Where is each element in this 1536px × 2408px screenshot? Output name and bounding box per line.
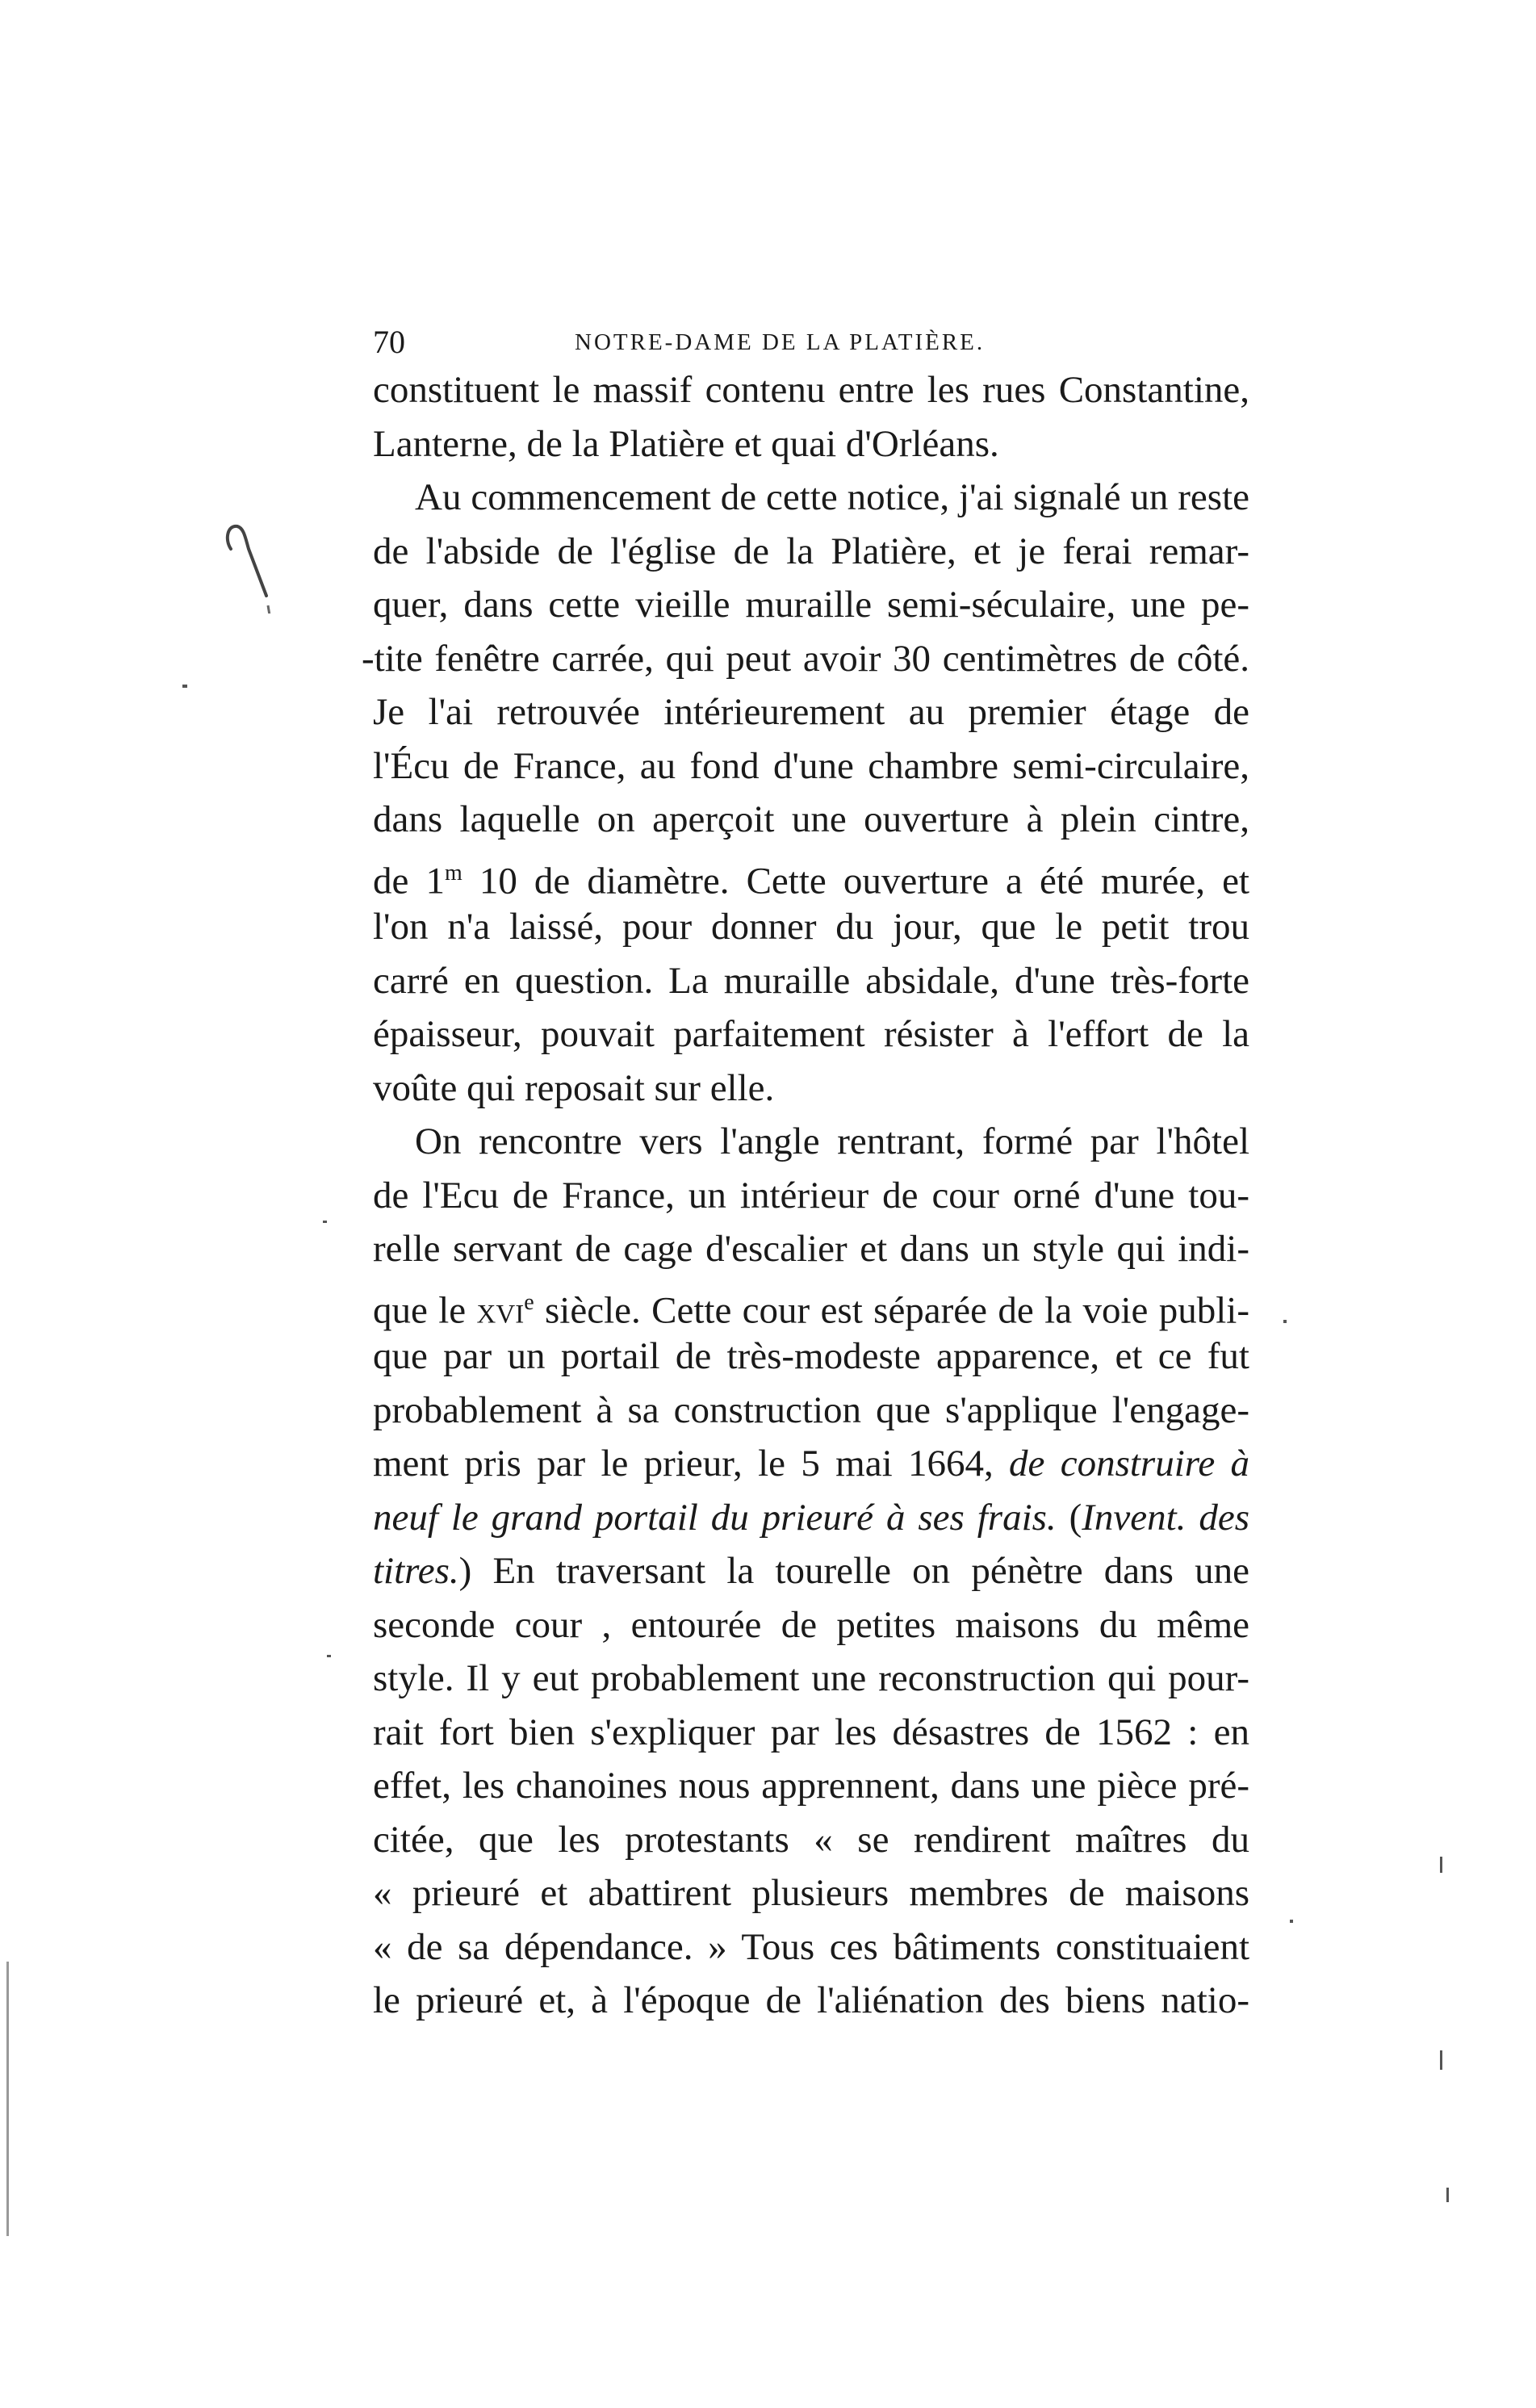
text-run: siècle. Cette cour est séparée de la voie publi-: [534, 1289, 1249, 1332]
text-line: Au commencement de cette notice, j'ai signalé un reste: [415, 476, 1249, 518]
text-line: « de sa dépendance. » Tous ces bâtiments constituaient: [373, 1925, 1249, 1968]
text-run: que le: [373, 1289, 477, 1332]
italic-text: de construire à: [1009, 1443, 1249, 1485]
italic-text: titres.: [373, 1550, 459, 1592]
text-line: constituent le massif contenu entre les rues Constantine,: [373, 369, 1249, 411]
text-line: l'on n'a laissé, pour donner du jour, que le petit trou: [373, 906, 1249, 948]
text-line: l'Écu de France, au fond d'une chambre semi-circulaire,: [373, 744, 1249, 787]
text-line: -tite fenêtre carrée, qui peut avoir 30 centimètres de côté.: [362, 637, 1249, 680]
text-line: rait fort bien s'expliquer par les désastres de 1562 : en: [373, 1711, 1249, 1753]
text-line: [373, 1437, 1249, 1491]
text-line: que par un portail de très-modeste apparence, et ce fut: [373, 1335, 1249, 1377]
text-run: ) En traversant la tourelle on pénètre dans une: [458, 1550, 1249, 1592]
text-line: de l'Ecu de France, un intérieur de cour orné d'une tou-: [373, 1174, 1249, 1217]
text-line: relle servant de cage d'escalier et dans un style qui indi-: [373, 1228, 1249, 1270]
running-head: [373, 323, 1261, 365]
text-line: quer, dans cette vieille muraille semi-séculaire, une pe-: [373, 584, 1249, 626]
text-run: ment pris par le prieur, le 5 mai 1664,: [373, 1443, 1010, 1485]
text-line: Lanterne, de la Platière et quai d'Orléans.: [373, 422, 999, 465]
running-title: NOTRE-DAME DE LA PLATIÈRE.: [575, 329, 986, 355]
text-line: voûte qui reposait sur elle.: [373, 1066, 775, 1109]
italic-text: Invent. des: [1082, 1496, 1249, 1539]
text-run: 10 de diamètre. Cette ouverture a été murée, et: [462, 860, 1249, 902]
text-line: de l'abside de l'église de la Platière, et je ferai remar-: [373, 530, 1249, 572]
body-text: [362, 363, 1249, 2028]
superscript: m: [444, 860, 462, 886]
text-run: (: [1056, 1496, 1082, 1539]
text-line: seconde cour , entourée de petites maisons du même: [373, 1603, 1249, 1646]
text-line: carré en question. La muraille absidale, d'une très-forte: [373, 959, 1249, 1002]
text-run: de 1: [373, 860, 445, 902]
superscript: e: [524, 1289, 534, 1315]
text-line: Je l'ai retrouvée intérieurement au premier étage de: [373, 691, 1249, 733]
text-line: effet, les chanoines nous apprennent, dans une pièce pré-: [373, 1765, 1249, 1807]
text-line: épaisseur, pouvait parfaitement résister à l'effort de la: [373, 1013, 1249, 1055]
text-line: [373, 847, 1249, 901]
page-number: 70: [373, 324, 405, 360]
text-line: [373, 1491, 1249, 1545]
text-line: « prieuré et abattirent plusieurs membres de maisons: [373, 1872, 1249, 1914]
margin-pencil-mark: [216, 517, 281, 614]
text-line: [373, 1544, 1249, 1598]
text-line: probablement à sa construction que s'applique l'engage-: [373, 1388, 1249, 1431]
italic-text: neuf le grand portail du prieuré à ses frais.: [373, 1496, 1057, 1539]
text-line: dans laquelle on aperçoit une ouverture à plein cintre,: [373, 798, 1249, 840]
text-line: style. Il y eut probablement une reconstruction qui pour-: [373, 1657, 1249, 1699]
text-line: [373, 1276, 1249, 1330]
text-line: On rencontre vers l'angle rentrant, formé par l'hôtel: [415, 1120, 1249, 1162]
text-line: le prieuré et, à l'époque de l'aliénation des biens natio-: [373, 1979, 1249, 2021]
text-run: xvi: [476, 1289, 525, 1332]
text-line: citée, que les protestants « se rendirent maîtres du: [373, 1818, 1249, 1861]
